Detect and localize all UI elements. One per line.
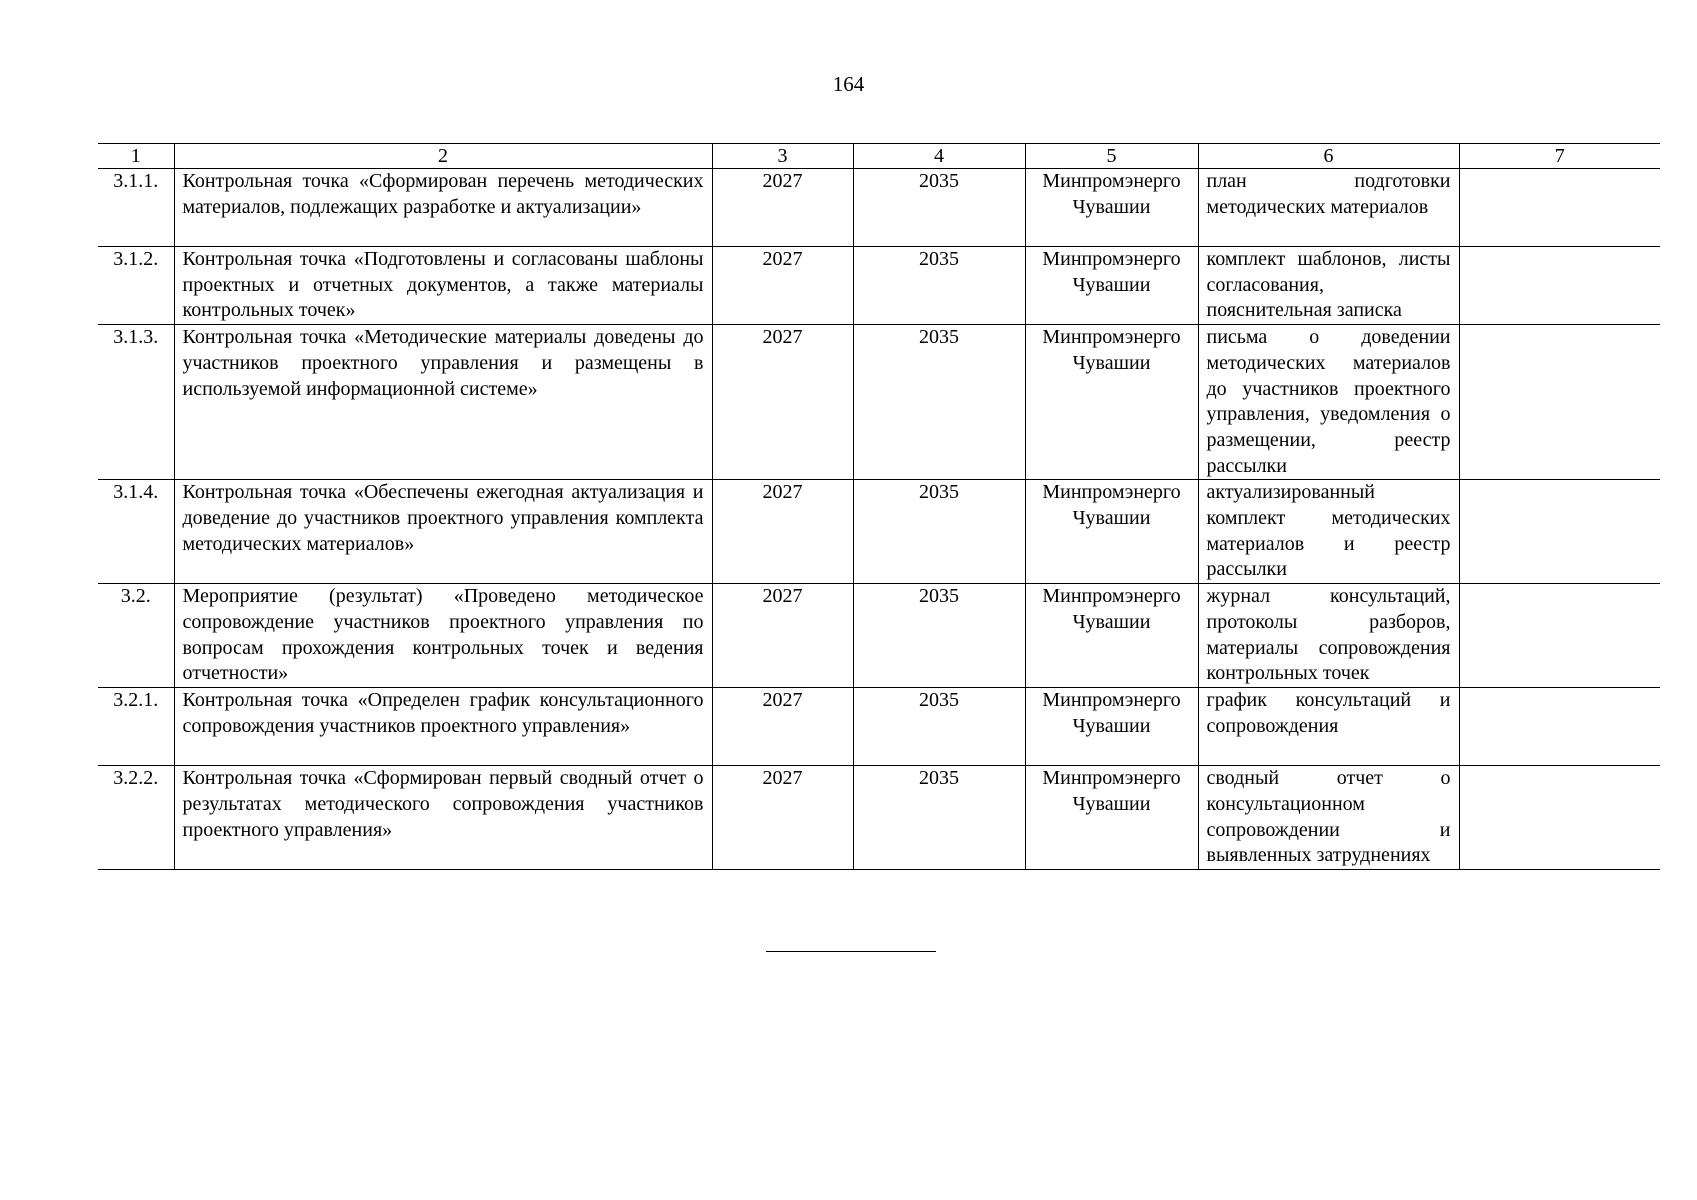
row-start-year: 2027 — [712, 480, 853, 584]
row-name: Контрольная точка «Сформирован первый сводный отчет о результатах методического сопровождения участников проектного управления» — [174, 766, 712, 870]
table-row — [98, 169, 1660, 247]
column-header: 6 — [1198, 144, 1459, 169]
row-name: Контрольная точка «Методические материалы доведены до участников проектного управления и размещены в используемой информационной системе» — [174, 325, 712, 480]
row-result: план подготовки методических материалов — [1198, 169, 1459, 247]
row-name: Контрольная точка «Сформирован перечень методических материалов, подлежащих разработке и актуализации» — [174, 169, 712, 247]
row-name: Контрольная точка «Обеспечены ежегодная актуализация и доведение до участников проектного управления комплекта методических материалов» — [174, 480, 712, 584]
row-end-year: 2035 — [853, 480, 1025, 584]
row-start-year: 2027 — [712, 584, 853, 688]
page-number: 164 — [832, 72, 865, 96]
row-start-year: 2027 — [712, 169, 853, 247]
footer-divider — [766, 951, 936, 952]
row-executor: Минпромэнерго Чувашии — [1025, 766, 1198, 870]
row-end-year: 2035 — [853, 247, 1025, 325]
column-header: 4 — [853, 144, 1025, 169]
row-col7 — [1459, 325, 1660, 480]
row-executor: Минпромэнерго Чувашии — [1025, 169, 1198, 247]
row-number: 3.1.4. — [98, 480, 174, 584]
column-header: 5 — [1025, 144, 1198, 169]
table-row — [98, 247, 1660, 325]
column-header: 7 — [1459, 144, 1660, 169]
row-end-year: 2035 — [853, 325, 1025, 480]
row-col7 — [1459, 688, 1660, 766]
row-number: 3.1.1. — [98, 169, 174, 247]
table-row — [98, 325, 1660, 480]
row-number: 3.2. — [98, 584, 174, 688]
row-result: актуализированный комплект методических материалов и реестр рассылки — [1198, 480, 1459, 584]
table-row — [98, 584, 1660, 688]
row-result: комплект шаблонов, листы согласования, пояснительная записка — [1198, 247, 1459, 325]
row-col7 — [1459, 247, 1660, 325]
row-number: 3.1.3. — [98, 325, 174, 480]
row-executor: Минпромэнерго Чувашии — [1025, 584, 1198, 688]
row-number: 3.2.1. — [98, 688, 174, 766]
row-result: журнал консультаций, протоколы разборов, материалы сопровождения контрольных точек — [1198, 584, 1459, 688]
row-end-year: 2035 — [853, 169, 1025, 247]
row-col7 — [1459, 584, 1660, 688]
row-result: сводный отчет о консультационном сопровождении и выявленных затруднениях — [1198, 766, 1459, 870]
row-col7 — [1459, 766, 1660, 870]
row-end-year: 2035 — [853, 766, 1025, 870]
row-executor: Минпромэнерго Чувашии — [1025, 247, 1198, 325]
row-name: Контрольная точка «Определен график консультационного сопровождения участников проектного управления» — [174, 688, 712, 766]
row-number: 3.2.2. — [98, 766, 174, 870]
row-executor: Минпромэнерго Чувашии — [1025, 688, 1198, 766]
row-name: Контрольная точка «Подготовлены и согласованы шаблоны проектных и отчетных документов, а также материалы контрольных точек» — [174, 247, 712, 325]
column-header: 2 — [174, 144, 712, 169]
row-end-year: 2035 — [853, 688, 1025, 766]
table-row — [98, 766, 1660, 870]
row-end-year: 2035 — [853, 584, 1025, 688]
row-number: 3.1.2. — [98, 247, 174, 325]
row-result: график консультаций и сопровождения — [1198, 688, 1459, 766]
row-result: письма о доведении методических материалов до участников проектного управления, уведомления о размещении, реестр рассылки — [1198, 325, 1459, 480]
table-header-row — [98, 144, 1660, 169]
column-header: 1 — [98, 144, 174, 169]
plan-table — [98, 143, 1660, 870]
row-start-year: 2027 — [712, 688, 853, 766]
row-start-year: 2027 — [712, 325, 853, 480]
row-col7 — [1459, 169, 1660, 247]
row-start-year: 2027 — [712, 766, 853, 870]
row-executor: Минпромэнерго Чувашии — [1025, 480, 1198, 584]
row-col7 — [1459, 480, 1660, 584]
row-executor: Минпромэнерго Чувашии — [1025, 325, 1198, 480]
column-header: 3 — [712, 144, 853, 169]
table-row — [98, 688, 1660, 766]
row-start-year: 2027 — [712, 247, 853, 325]
row-name: Мероприятие (результат) «Проведено методическое сопровождение участников проектного управления по вопросам прохождения контрольных точек и ведения отчетности» — [174, 584, 712, 688]
table-row — [98, 480, 1660, 584]
